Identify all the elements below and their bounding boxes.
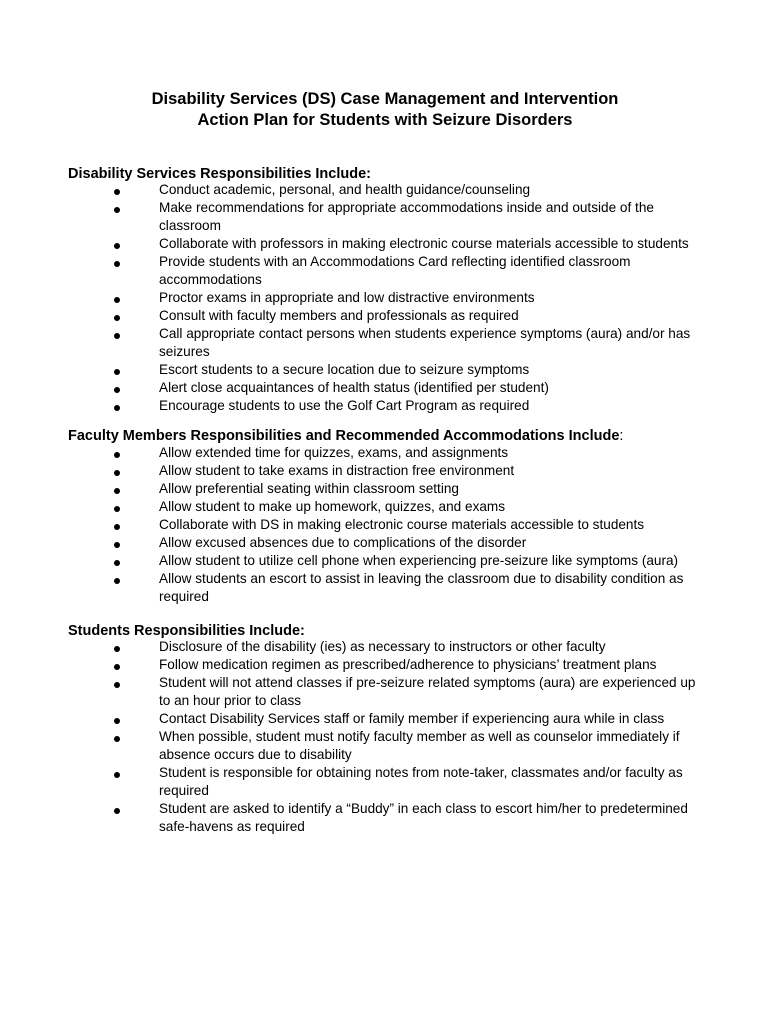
list-item [0, 361, 770, 379]
list-item [0, 199, 770, 235]
list-item [0, 656, 770, 674]
list-item [0, 800, 770, 836]
section-heading-faculty [68, 427, 623, 445]
list-item [0, 379, 770, 397]
list-item-text: When possible, student must notify faculty member as well as counselor immediately if absence occurs due to disability [159, 729, 680, 762]
bullet-icon [114, 243, 120, 249]
list-item [0, 397, 770, 415]
list-item [0, 552, 770, 570]
bullet-icon [114, 488, 120, 494]
list-item [0, 570, 770, 606]
list-item-text: Allow excused absences due to complications of the disorder [159, 535, 527, 550]
section-heading-text: Disability Services Responsibilities Include: [68, 166, 371, 182]
title-line-1: Disability Services (DS) Case Management and Intervention [151, 90, 619, 108]
bullet-icon [114, 646, 120, 652]
bullet-icon [114, 315, 120, 321]
list-item-text: Make recommendations for appropriate accommodations inside and outside of the classroom [159, 200, 654, 233]
list-item [0, 674, 770, 710]
title-line-2: Action Plan for Students with Seizure Disorders [197, 111, 573, 129]
list-item-text: Collaborate with professors in making electronic course materials accessible to students [159, 236, 689, 251]
bullet-icon [114, 664, 120, 670]
list-item-text: Student are asked to identify a “Buddy” in each class to escort him/her to predetermined safe-havens as required [159, 801, 688, 834]
bullet-icon [114, 506, 120, 512]
list-item [0, 462, 770, 480]
bullet-icon [114, 808, 120, 814]
list-item [0, 516, 770, 534]
list-item [0, 444, 770, 462]
section-heading-text: Faculty Members Responsibilities and Recommended Accommodations Include [68, 428, 620, 444]
bullet-icon [114, 718, 120, 724]
list-item [0, 289, 770, 307]
bullet-icon [114, 542, 120, 548]
list-item-text: Alert close acquaintances of health status (identified per student) [159, 380, 549, 395]
bullet-icon [114, 387, 120, 393]
bullet-icon [114, 736, 120, 742]
list-item [0, 710, 770, 728]
list-item-text: Allow students an escort to assist in leaving the classroom due to disability condition as required [159, 571, 684, 604]
list-item [0, 325, 770, 361]
list-item-text: Consult with faculty members and professionals as required [159, 308, 519, 323]
list-item-text: Allow preferential seating within classroom setting [159, 481, 459, 496]
list-item [0, 534, 770, 552]
list-item [0, 728, 770, 764]
bullet-icon [114, 578, 120, 584]
bullet-icon [114, 452, 120, 458]
list-item-text: Call appropriate contact persons when students experience symptoms (aura) and/or has seizures [159, 326, 691, 359]
bullet-icon [114, 261, 120, 267]
list-item-text: Conduct academic, personal, and health guidance/counseling [159, 182, 531, 197]
bullet-icon [114, 470, 120, 476]
bullet-icon [114, 405, 120, 411]
list-item-text: Student is responsible for obtaining notes from note-taker, classmates and/or faculty as required [159, 765, 683, 798]
list-item-text: Allow student to utilize cell phone when experiencing pre-seizure like symptoms (aura) [159, 553, 679, 568]
list-item [0, 764, 770, 800]
list-item [0, 638, 770, 656]
list-item-text: Allow student to take exams in distraction free environment [159, 463, 515, 478]
list-item-text: Allow student to make up homework, quizzes, and exams [159, 499, 506, 514]
bullet-icon [114, 772, 120, 778]
bullet-icon [114, 297, 120, 303]
document-title [0, 89, 770, 131]
bullet-icon [114, 560, 120, 566]
bullet-icon [114, 333, 120, 339]
list-item-text: Provide students with an Accommodations Card reflecting identified classroom accommodations [159, 254, 631, 287]
list-item-text: Collaborate with DS in making electronic course materials accessible to students [159, 517, 645, 532]
bullet-icon [114, 207, 120, 213]
list-item-text: Encourage students to use the Golf Cart Program as required [159, 398, 530, 413]
list-item-text: Contact Disability Services staff or family member if experiencing aura while in class [159, 711, 665, 726]
bullet-icon [114, 369, 120, 375]
bullet-icon [114, 682, 120, 688]
list-item [0, 253, 770, 289]
bullet-icon [114, 189, 120, 195]
students-responsibilities-list [0, 638, 770, 836]
list-item-text: Student will not attend classes if pre-seizure related symptoms (aura) are experienced up to an hour prior to class [159, 675, 696, 708]
section-heading-text: Students Responsibilities Include: [68, 623, 305, 639]
list-item [0, 498, 770, 516]
list-item-text: Proctor exams in appropriate and low distractive environments [159, 290, 535, 305]
list-item-text: Allow extended time for quizzes, exams, and assignments [159, 445, 509, 460]
ds-responsibilities-list [0, 181, 770, 415]
list-item [0, 181, 770, 199]
faculty-responsibilities-list [0, 444, 770, 606]
section-heading-suffix: : [619, 428, 624, 444]
bullet-icon [114, 524, 120, 530]
list-item-text: Disclosure of the disability (ies) as necessary to instructors or other faculty [159, 639, 606, 654]
list-item-text: Escort students to a secure location due to seizure symptoms [159, 362, 530, 377]
list-item [0, 480, 770, 498]
list-item-text: Follow medication regimen as prescribed/adherence to physicians’ treatment plans [159, 657, 657, 672]
list-item [0, 307, 770, 325]
list-item [0, 235, 770, 253]
